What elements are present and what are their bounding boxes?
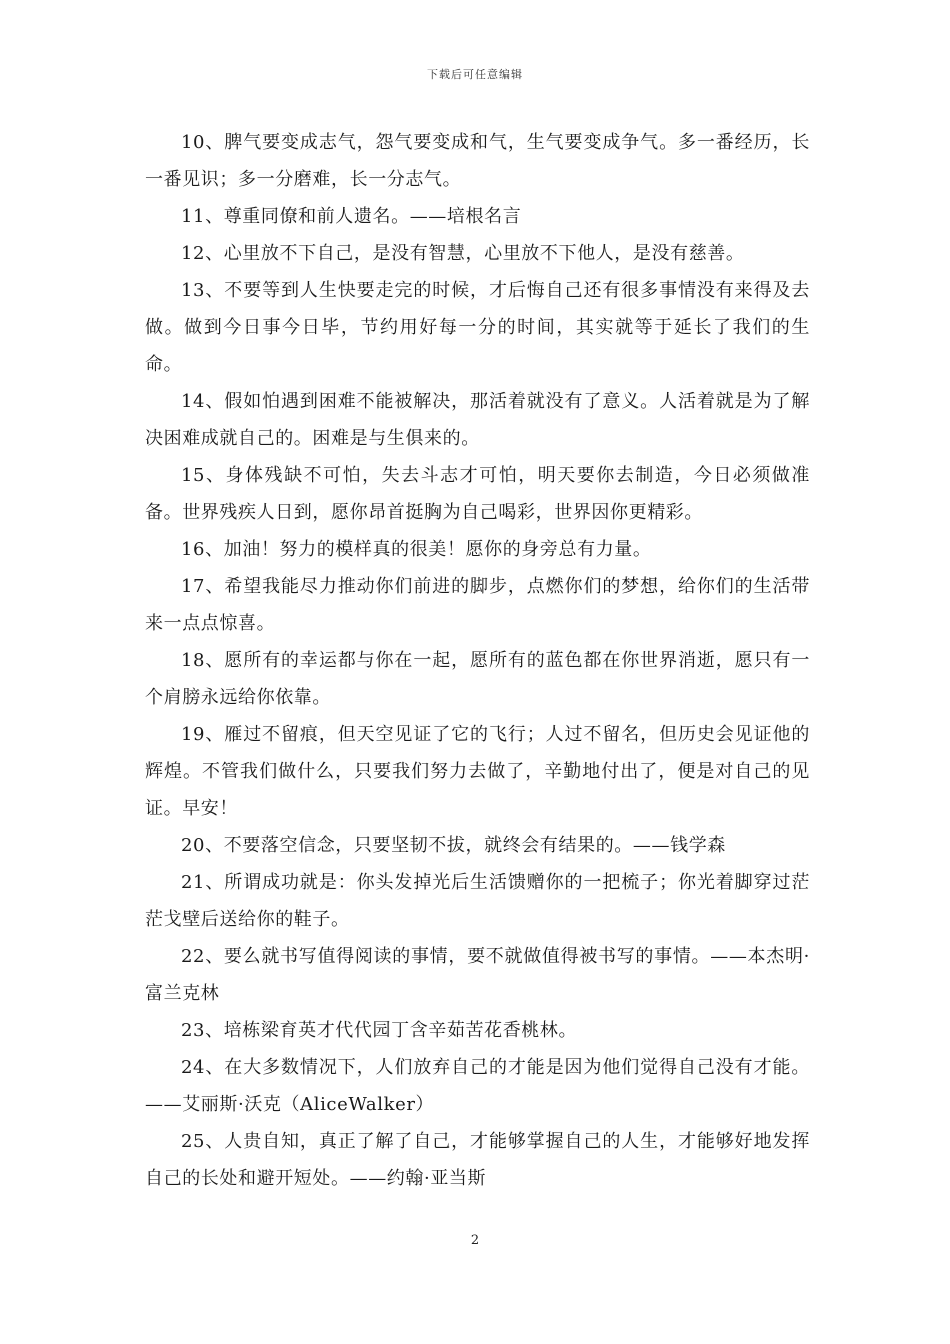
quote-paragraph: 11、尊重同僚和前人遗名。——培根名言	[181, 206, 522, 227]
quote-paragraph: 15、身体残缺不可怕，失去斗志才可怕，明天要你去制造，今日必须做准备。世界残疾人日到，愿你昂首挺胸为自己喝彩，世界因你更精彩。	[145, 465, 810, 523]
quote-paragraph: 14、假如怕遇到困难不能被解决，那活着就没有了意义。人活着就是为了解决困难成就自己的。困难是与生俱来的。	[145, 391, 810, 449]
quote-paragraph: 22、要么就书写值得阅读的事情，要不就做值得被书写的事情。——本杰明·富兰克林	[145, 946, 810, 1004]
document-body	[145, 124, 810, 1197]
header-note: 下载后可任意编辑	[427, 68, 523, 81]
quote-paragraph: 10、脾气要变成志气，怨气要变成和气，生气要变成争气。多一番经历，长一番见识；多一分磨难，长一分志气。	[145, 132, 810, 190]
quote-paragraph: 13、不要等到人生快要走完的时候，才后悔自己还有很多事情没有来得及去做。做到今日事今日毕，节约用好每一分的时间，其实就等于延长了我们的生命。	[145, 280, 810, 375]
quote-paragraph: 20、不要落空信念，只要坚韧不拔，就终会有结果的。——钱学森	[181, 835, 726, 856]
quote-paragraph: 24、在大多数情况下，人们放弃自己的才能是因为他们觉得自己没有才能。——艾丽斯·沃克（AliceWalker）	[145, 1057, 810, 1115]
quote-paragraph: 23、培栋梁育英才代代园丁含辛茹苦花香桃林。	[181, 1020, 578, 1041]
page-number: 2	[470, 1233, 480, 1248]
quote-paragraph: 16、加油！努力的模样真的很美！愿你的身旁总有力量。	[181, 539, 652, 560]
quote-paragraph: 19、雁过不留痕，但天空见证了它的飞行；人过不留名，但历史会见证他的辉煌。不管我们做什么，只要我们努力去做了，辛勤地付出了，便是对自己的见证。早安！	[145, 724, 810, 819]
quote-paragraph: 25、人贵自知，真正了解了自己，才能够掌握自己的人生，才能够好地发挥自己的长处和避开短处。——约翰·亚当斯	[145, 1131, 810, 1189]
quote-paragraph: 21、所谓成功就是：你头发掉光后生活馈赠你的一把梳子；你光着脚穿过茫茫戈壁后送给你的鞋子。	[145, 872, 810, 930]
quote-paragraph: 17、希望我能尽力推动你们前进的脚步，点燃你们的梦想，给你们的生活带来一点点惊喜。	[145, 576, 810, 634]
quote-paragraph: 12、心里放不下自己，是没有智慧，心里放不下他人，是没有慈善。	[181, 243, 745, 264]
quote-paragraph: 18、愿所有的幸运都与你在一起，愿所有的蓝色都在你世界消逝，愿只有一个肩膀永远给你依靠。	[145, 650, 810, 708]
